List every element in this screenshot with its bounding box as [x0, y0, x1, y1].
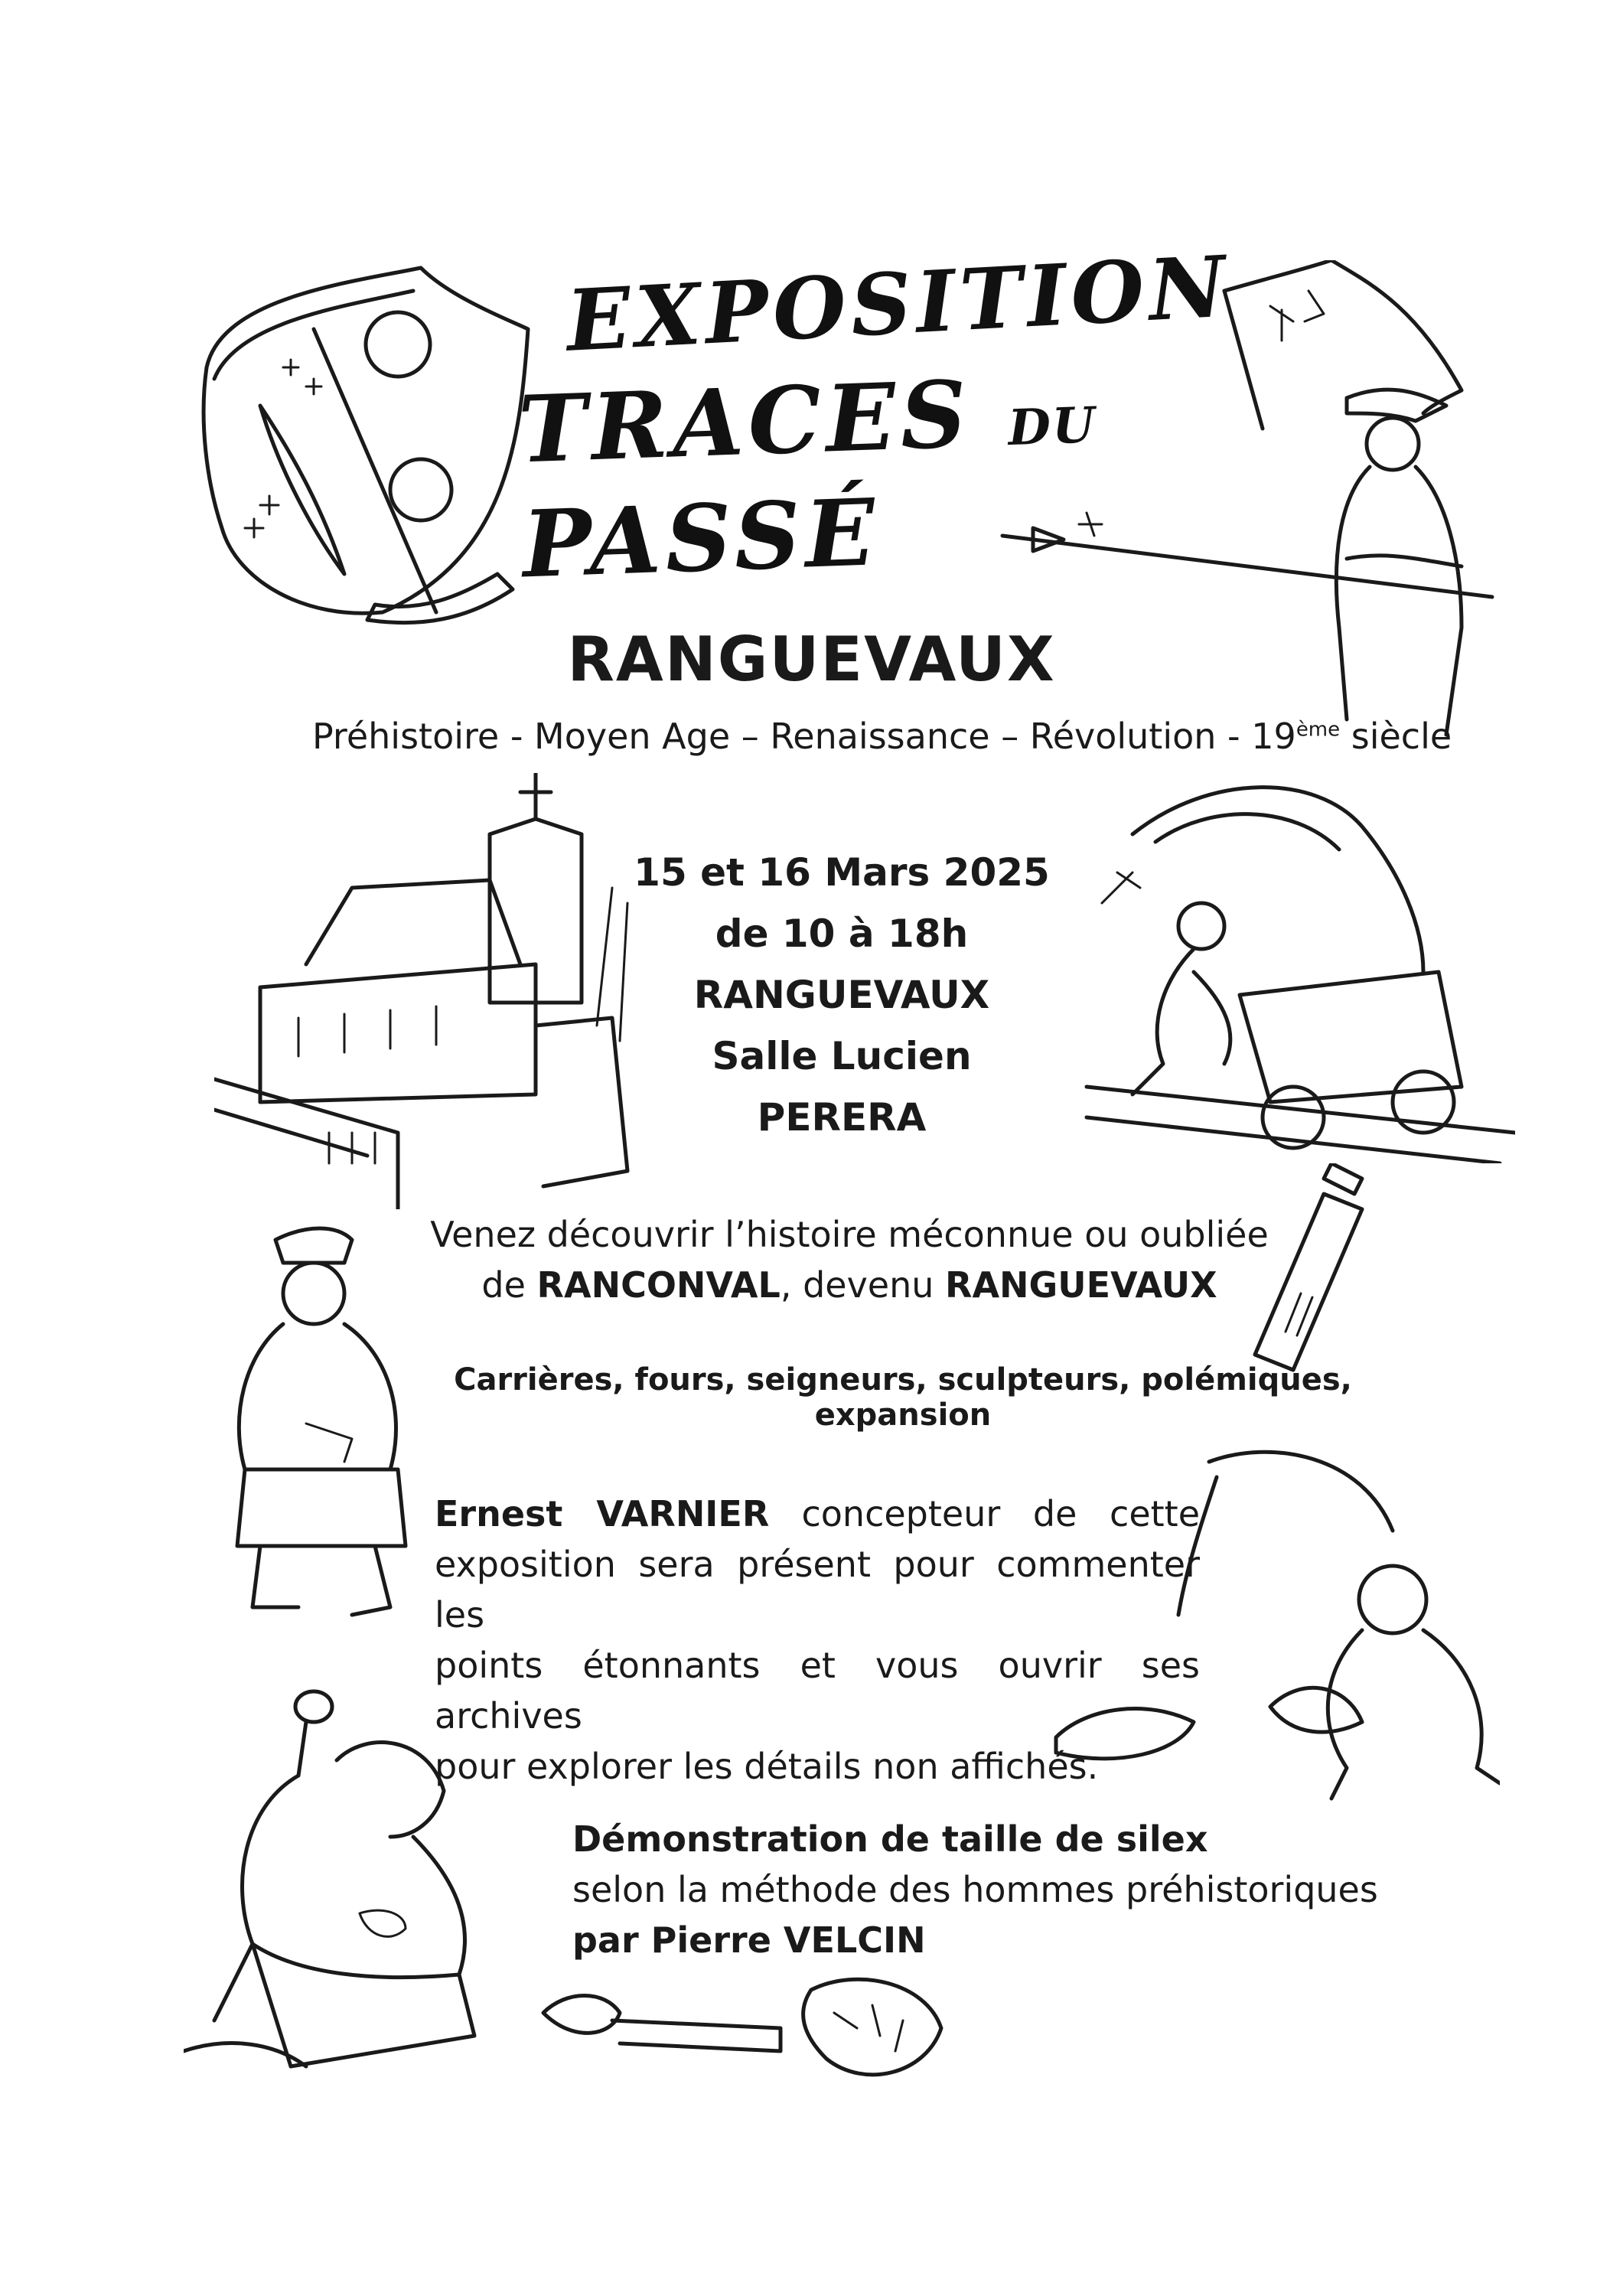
demo-line-2: selon la méthode des hommes préhistoriques: [572, 1869, 1378, 1910]
periods-text: Préhistoire - Moyen Age – Renaissance – Révolution - 19: [312, 716, 1296, 757]
demo-presenter: par Pierre VELCIN: [572, 1919, 926, 1961]
title-word-du: DU: [1007, 396, 1098, 458]
title-line-1: EXPOSITION: [564, 236, 1233, 370]
event-hall: Salle Lucien PERERA: [712, 1034, 972, 1140]
curator-line-2: exposition sera présent pour commenter les: [435, 1544, 1200, 1636]
periods-suffix: siècle: [1340, 716, 1452, 757]
topics-list: Carrières, fours, seigneurs, sculpteurs, polémiques, expansion: [454, 1362, 1352, 1433]
intro-name-ranconval: RANCONVAL: [536, 1264, 781, 1306]
town-heading: RANGUEVAUX: [567, 624, 1056, 695]
flint-knapper-icon: [184, 1684, 543, 2082]
quarry-worker-icon: [1041, 1446, 1500, 1814]
miner-with-cart-icon: [1041, 773, 1515, 1163]
curator-line-4: pour explorer les détails non affichés.: [435, 1746, 1099, 1787]
periods-superscript: ème: [1295, 718, 1341, 742]
event-date: 15 et 16 Mars 2025: [634, 850, 1050, 895]
sculptor-icon: [222, 1225, 451, 1623]
curator-line-3: points étonnants et vous ouvrir ses archives: [435, 1645, 1200, 1737]
intro-name-ranguevaux: RANGUEVAUX: [945, 1264, 1217, 1306]
curator-first-name: Ernest: [435, 1493, 563, 1534]
event-hours: de 10 à 18h: [715, 912, 969, 956]
coat-of-arms-icon: [191, 253, 543, 643]
intro-middle: , devenu: [780, 1264, 946, 1306]
event-place: RANGUEVAUX: [693, 973, 990, 1017]
flint-tools-icon: [528, 1967, 957, 2089]
curator-role: concepteur de cette: [801, 1493, 1200, 1534]
curator-last-name: VARNIER: [596, 1493, 770, 1534]
intro-prefix: de: [481, 1264, 537, 1306]
demo-title: Démonstration de taille de silex: [572, 1818, 1208, 1860]
title-word-traces: TRACES: [517, 360, 973, 484]
church-village-icon: [214, 773, 673, 1209]
title-word-passe: PASSÉ: [520, 478, 882, 599]
intro-line-1: Venez découvrir l’histoire méconnue ou oubliée: [430, 1214, 1269, 1255]
